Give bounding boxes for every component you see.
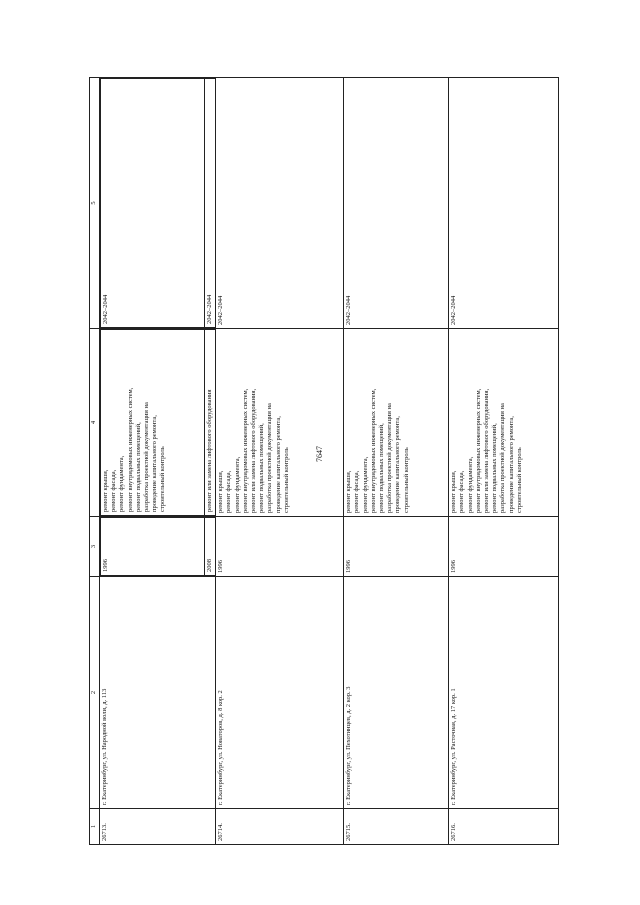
work-item: ремонт фундамента, [233, 456, 241, 513]
work-item: ремонт крыши, [217, 470, 225, 513]
period-value: 2042–2044 [216, 78, 344, 329]
work-item: строительный контроль [159, 446, 167, 512]
works-list [101, 330, 205, 516]
works-list [449, 329, 559, 517]
table-row [100, 78, 216, 845]
work-item: проведение капитального ремонта, [151, 415, 159, 512]
work-item: строительный контроль [402, 447, 410, 513]
table-header-row [90, 78, 100, 845]
row-address: г. Екатеринбург, ул. Народной воли, д. 113 [100, 577, 216, 809]
header-col-4: 4 [90, 329, 100, 517]
work-item: ремонт внутридомовых инженерных систем, [474, 388, 482, 513]
work-item: ремонт фундамента, [466, 456, 474, 513]
work-item: ремонт фасада, [458, 470, 466, 513]
row-address: г. Екатеринбург, ул. Расточная, д. 17 кор. 1 [449, 577, 559, 809]
work-item: ремонт подвальных помещений, [134, 422, 142, 512]
works-cell [100, 329, 216, 517]
capital-repair-register-table [89, 77, 559, 845]
work-item: проведение капитального ремонта, [507, 416, 515, 513]
work-item: ремонт подвальных помещений, [258, 423, 266, 513]
period-value: 2042–2044 [101, 79, 205, 328]
work-item: разработка проектной документации на [499, 403, 507, 513]
period-value: 2042–2044 [449, 78, 559, 329]
work-item: ремонт фундамента, [118, 455, 126, 512]
year-cell [100, 517, 216, 577]
table-row [449, 78, 559, 845]
work-item: проведение капитального ремонта, [274, 416, 282, 513]
work-item: проведение капитального ремонта, [394, 416, 402, 513]
work-item: ремонт или замена лифтового оборудования [206, 389, 213, 512]
table-row [344, 78, 449, 845]
work-item: ремонт внутридомовых инженерных систем, [126, 387, 134, 512]
period-value: 2042–2044 [344, 78, 449, 329]
work-item: ремонт фасада, [353, 470, 361, 513]
row-number: 26715. [344, 809, 449, 845]
work-item: ремонт внутридомовых инженерных систем, [369, 388, 377, 513]
works-list [205, 330, 216, 516]
header-col-2: 2 [90, 577, 100, 809]
row-number: 26714. [216, 809, 344, 845]
row-address: г. Екатеринбург, ул. Пехотинцев, д. 2 кор. 3 [344, 577, 449, 809]
work-item: ремонт внутридомовых инженерных систем, [241, 388, 249, 513]
work-item: ремонт подвальных помещений, [378, 423, 386, 513]
page-number: 7647 [315, 446, 324, 462]
table-row [216, 78, 344, 845]
header-col-3: 3 [90, 517, 100, 577]
works-list [344, 329, 449, 517]
work-item: ремонт фасада, [225, 470, 233, 513]
year-value: 1996 [101, 518, 205, 576]
year-value: 1996 [216, 517, 344, 577]
year-value: 1996 [344, 517, 449, 577]
work-item: разработка проектной документации на [143, 402, 151, 512]
year-value: 1996 [449, 517, 559, 577]
work-item: ремонт подвальных помещений, [491, 423, 499, 513]
period-value: 2042–2044 [205, 79, 216, 328]
work-item: разработка проектной документации на [266, 403, 274, 513]
work-item: разработка проектной документации на [386, 403, 394, 513]
work-item: ремонт крыши, [345, 470, 353, 513]
header-col-5: 5 [90, 78, 100, 329]
register-table-frame [89, 78, 567, 845]
work-item: ремонт крыши, [102, 469, 109, 512]
work-item: ремонт или замена лифтового оборудования, [250, 388, 258, 513]
work-item: строительный контроль [515, 447, 523, 513]
work-item: ремонт или замена лифтового оборудования, [483, 388, 491, 513]
row-number: 26713. [100, 809, 216, 845]
work-item: строительный контроль [282, 447, 290, 513]
header-col-1: 1 [90, 809, 100, 845]
rotated-table-container [89, 78, 567, 845]
row-number: 26716. [449, 809, 559, 845]
works-list [216, 329, 344, 517]
year-value: 2008 [205, 518, 216, 576]
work-item: ремонт фасада, [110, 469, 118, 512]
work-item: ремонт фундамента, [361, 456, 369, 513]
work-item: ремонт крыши, [450, 470, 458, 513]
row-address: г. Екатеринбург, ул. Новаторов, д. 8 кор. 2 [216, 577, 344, 809]
period-cell [100, 78, 216, 329]
